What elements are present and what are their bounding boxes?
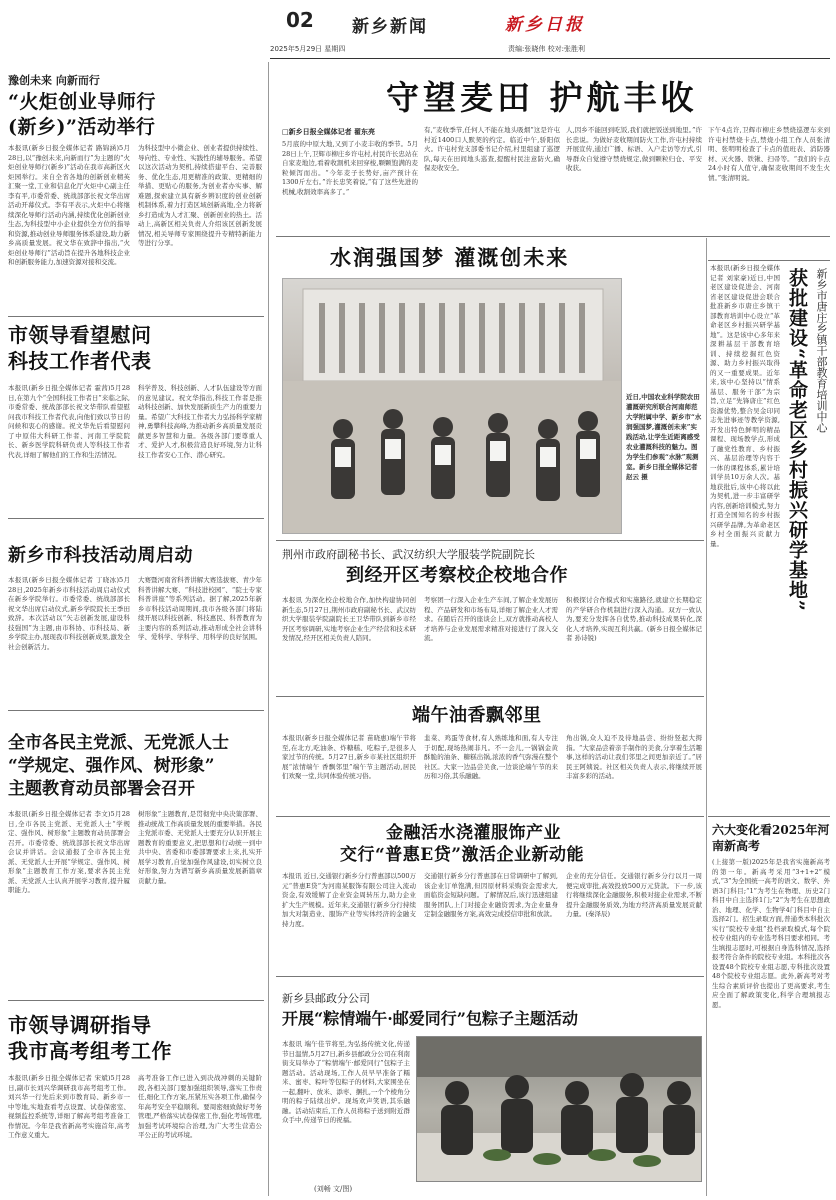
story-headline: 我市高考组考工作 bbox=[8, 1039, 172, 1063]
story-body: 韭菜、鸡蛋等食材,有人熟练地和面,有人专注于切配,现场热闹非凡。不一会儿,一锅锅金黄酥脆的油条、糖糕出锅,浓浓的香气弥漫在整个社区。大家一边品尝美食,一边谈论端午节的来历和习俗,其乐融融。 bbox=[424, 734, 558, 780]
story-body: 5月底的中原大地,又到了小麦丰收的季节。5月28日上午,卫辉市柳庄乡许屯村,村民许长忠站在自家麦地边,看着收割机来回穿梭,颗颗饱满的麦粒倾泻而出。“今年麦子长势好,亩产预计在1300斤左右。”许长忠笑着说,“有了这些先进的机械,收割效率高多了。” bbox=[282, 140, 418, 196]
finance-headline: 金融活水浇灌服饰产业 bbox=[386, 823, 561, 843]
story-body: 高考准备工作已进入到决战冲刺的关键阶段,各相关部门要加强组织领导,落实工作责任,细化工作方案,压紧压实各项工作,确保今年高考安全平稳顺利。要周密细致做好考务管理,严格落实试卷保密工作,强化考场管理,加强考试环境综合治理,为广大考生营造公平公正的考试环境。 bbox=[138, 1074, 262, 1139]
research-base-headline: 获批建设“革命老区乡村振兴研学基地” bbox=[786, 268, 808, 612]
zongzi-photo-art bbox=[417, 1037, 702, 1182]
story-body: 考察团一行深入企业生产车间,了解企业发展历程、产品研发和市场布局,详细了解企业人才需求。在随后召开的座谈会上,双方就推动高校人才培养与企业发展需求精准对接进行了深入交流。 bbox=[424, 596, 558, 642]
header-divider bbox=[270, 58, 830, 59]
story-torch-mentor bbox=[8, 72, 264, 308]
zongzi-photo bbox=[416, 1036, 702, 1182]
page-number: 02 bbox=[286, 8, 314, 32]
section-divider bbox=[276, 976, 704, 977]
story-body: 本报讯(新乡日报全媒体记者 路锦涵)5月28日,以“豫创未来,向新而行”为主题的“火炬创业导师行(新乡)”活动在我市高新区火炬园举行。来自全省各地的创新创业精英汇聚一堂,工业和信息化厅火炬中心副主任李有平,市委常委、统战部部长祝文华出席活动开幕仪式。李有平表示,火炬中心将继续深化导师行活动内涵,持续优化创新创业生态,为科技型中小企业提供全方位的指导和资源,推动创业导师服务体系建设,助力新乡高质量发展。祝文华在致辞中指出,“火炬创业导师行”活动旨在提升各地科技企业和创新服务能力,加速资源对接和交流。 bbox=[8, 144, 130, 266]
wheat-harvest-byline: □新乡日报全媒体记者 翟东亮 bbox=[282, 127, 376, 136]
story-body: 本报讯(新乡日报全媒体记者 霍茜)5月28日,在第九个“全国科技工作者日”来临之际,市委常委、统战部部长祝文华带队看望慰问我市科技工作者代表,向他们致以节日的问候和衷心的感谢。祝文华先后看望慰问了中原伟大科研工作者、河南工学院院长、新乡医学院科研负责人等科技工作者代表,详细了解他们的工作和生活情况。 bbox=[8, 384, 130, 459]
story-headline: 新乡市科技活动周启动 bbox=[8, 545, 193, 566]
story-body: 树形象”主题教育,是贯彻党中央决策部署、推动统战工作高质量发展的重要举措。各民主党派市委、无党派人士要充分认识开展主题教育的重要意义,把思想和行动统一到中共中央、省委和市委部署要求上来,扎实开展学习教育,自觉加强作风建设,切实树立良好形象,努力为谱写新乡高质量发展新篇章贡献力量。 bbox=[138, 810, 262, 885]
story-headline: 全市各民主党派、无党派人士 bbox=[8, 733, 229, 753]
postal-credit: (刘畅 文/图) bbox=[314, 1185, 353, 1193]
story-headline: 科技工作者代表 bbox=[8, 349, 152, 373]
story-headline: “学规定、强作风、树形象” bbox=[8, 756, 215, 776]
story-body: 积极探讨合作模式和实施路径,就建立长期稳定的产学研合作机制进行深入沟通。双方一致认为,要充分发挥各自优势,推动科技成果转化,深化人才培养,实现互利共赢。(新乡日报全媒体记者 孙诗锐) bbox=[566, 596, 702, 642]
story-body: 本报讯(新乡日报全媒体记者 苗晓惠)端午节将至,在北方,吃油条、炸糖糕、吃粽子,是很多人家过节的传统。5月27日,新乡市某社区组织开展“浓情端午 香飘邻里”端午节主题活动,居民们欢聚一堂,共同体验传统习俗。 bbox=[282, 734, 416, 780]
section-divider bbox=[276, 540, 704, 541]
story-body: 企业的充分信任。交通银行新乡分行以月一周便完成审批,高效投放500万元贷款。下一步,该行将继续深化金融服务,积极对接企业需求,不断提升金融服务质效,为地方经济高质量发展贡献力量。(秦泽辰) bbox=[566, 872, 702, 918]
wheat-harvest-title: 守望麦田 护航丰收 bbox=[386, 78, 698, 117]
section-divider bbox=[276, 236, 830, 237]
research-base-kicker: 新乡市唐庄乡镇干部教育培训中心 bbox=[815, 268, 828, 433]
story-body: 大赛暨河南省科普讲解大赛选拔赛、青少年科普讲解大赛、“科技进校园”、“院士专家科普讲座”等系列活动。据了解,2025年新乡市科技活动周期间,我市各级各部门将陆续开展以科技创新、科技惠民、科普教育为主要内容的系列活动,推动形成全社会讲科学、爱科学、学科学、用科学的良好氛围。 bbox=[138, 576, 262, 641]
story-headline: 市领导看望慰问 bbox=[8, 323, 152, 347]
column-divider bbox=[8, 518, 264, 519]
story-body: (上接第一版)2025年是我省实施新高考的第一年。新高考采用“3+1+2”模式,“3”为全国统一高考的语文、数学、外语3门科目;“1”为考生在物理、历史2门科目中自主选择1门;“2”为考生在思想政治、地理、化学、生物学4门科目中自主选择2门。招生录取方面,普通类本科批次实行“院校专业组”投档录取模式,每个院校专业组内的专业选考科目要求相同。考生填报志愿时,可根据自身选科情况,选择报考符合条件的院校专业组。本科批次各设置48个院校专业组志愿,专科批次设置48个院校专业组志愿。此外,新高考对考生综合素质评价也提出了更高要求,考生应全面了解政策变化,科学合理填报志愿。 bbox=[712, 858, 830, 1009]
story-body: 本报讯(新乡日报全媒体记者 宋斌)5月28日,副市长刘兴华调研我市高考组考工作。刘兴华一行先后来到市教育局、新乡市一中等地,实地查看考点设置、试卷保密室、视频监控系统等,详细了解高考组考准备工作情况。今年是我省新高考实施首年,高考工作意义重大。 bbox=[8, 1074, 130, 1139]
irrigation-photo bbox=[282, 278, 622, 534]
story-body: 本报讯(新乡日报全媒体记者 丁晓冰)5月28日,2025年新乡市科技活动周启动仪式在新乡学院举行。市委常委、统战部部长祝文华出席启动仪式,新乡学院院长王季田致辞。本次活动以“矢志创新发展,建设科技强国”为主题,由市科协、市科技局、新乡学院主办,展现我市科技创新成果,激发全社会创新活力。 bbox=[8, 576, 130, 651]
column-divider bbox=[8, 1000, 264, 1001]
oil-fragrance-title: 端午油香飘邻里 bbox=[412, 705, 542, 726]
newspaper-logo: 新乡日报 bbox=[505, 15, 585, 35]
section-divider bbox=[276, 696, 704, 697]
section-title: 新乡新闻 bbox=[352, 17, 428, 37]
story-body: 为科技型中小微企业、创业者提供持续性、导向性、专业性、实践性的辅导服务。希望以这次活动为契机,持续搭建平台、完善服务、优化生态,用更精准的政策、更精细的举措、更贴心的服务,为创业者办实事、解难题,探索建立具有新乡辨识度的创业创新机制体系,着力打造区域创新高地,全力将新乡打造成为人才汇聚、创新创业的热土。活动上,高新区相关负责人介绍该区创新发展情况,相关导师专家围绕提升专精特新能力等进行分享。 bbox=[138, 144, 262, 247]
story-body: 科学普及、科技创新、人才队伍建设等方面的意见建议。祝文华指出,科技工作者是推动科技创新、加快发展新质生产力的重要力量。希望广大科技工作者大力弘扬科学家精神,勇攀科技高峰,为推动新乡高质量发展贡献更多智慧和力量。各级各部门要尊重人才、爱护人才,积极营造良好环境,努力让科技工作者安心工作、潜心研究。 bbox=[138, 384, 262, 459]
vertical-divider bbox=[268, 62, 269, 1196]
column-divider bbox=[8, 710, 264, 711]
story-body: 有,“麦收季节,任何人不能在地头吸烟”这是许屯村近1400口人默契的约定。临近中午,骄阳似火。许屯村党支部委书记介绍,村里组建了巡逻队,每天在田间地头巡查,提醒村民注意防火,确保麦收安全。 bbox=[424, 126, 560, 172]
irrigation-caption: 近日,中国农业科学院农田灌溉研究所联合河南师范大学附属中学、新乡市“水润强国梦,灌溉创未来”实践活动,让学生近距离感受农业灌溉科技的魅力。图为学生们参观“水脉”观测室。新乡日报全媒体记者 赵云 摄 bbox=[626, 393, 702, 481]
story-body: 交通银行新乡分行普惠部在日常调研中了解到,该企业订单饱满,但因原材料采购资金需求大,面临资金短缺问题。了解情况后,该行迅速组建服务团队,上门对接企业融资需求,为企业量身定制金融服务方案,高效完成授信审批和放款。 bbox=[424, 872, 558, 918]
irrigation-photo-art bbox=[283, 279, 622, 534]
editors-line: 责编:张晓伟 校对:张胜利 bbox=[508, 45, 585, 53]
right-mid-divider bbox=[708, 816, 830, 817]
section-divider bbox=[276, 816, 704, 817]
story-party-education bbox=[8, 732, 264, 980]
story-body: 本报讯 近日,交通银行新乡分行普惠部以500万元“普惠E贷”为河南某服饰有限公司注入流动资金,有效缓解了企业资金周转压力,助力企业扩大生产规模。近年来,交通银行新乡分行持续加大对制造业、服饰产业等实体经济的金融支持力度。 bbox=[282, 872, 416, 928]
column-divider bbox=[8, 316, 264, 317]
story-gaokao-inspection bbox=[8, 1012, 264, 1196]
story-sci-visit bbox=[8, 322, 264, 512]
finance-headline: 交行“普惠E贷”激活企业新动能 bbox=[340, 845, 585, 865]
story-body: 本报讯 为深化校企校地合作,加快构建协同创新生态,5月27日,荆州市政府副秘书长、武汉纺织大学服装学院副院长王卫华带队到新乡市经开区考察调研,实地考察企业生产经营和技术研发情况,经开区相关负责人陪同。 bbox=[282, 596, 416, 642]
jingzhou-title: 到经开区考察校企校地合作 bbox=[346, 565, 568, 586]
jingzhou-kicker: 荆州市政府副秘书长、武汉纺织大学服装学院副院长 bbox=[282, 548, 535, 561]
irrigation-title: 水润强国梦 灌溉创未来 bbox=[330, 245, 570, 270]
story-body: 本报讯(新乡日报全媒体记者 李文)5月28日,全市各民主党派、无党派人士“学规定、强作风、树形象”主题教育动员部署会召开。市委常委、统战部部长祝文华出席会议并讲话。会议通报了全市各民主党派、无党派人士开展“学规定、强作风、树形象”主题教育工作方案,要求各民主党派、无党派人士认真开展学习教育,提升履职能力。 bbox=[8, 810, 130, 894]
story-body: 本报讯(新乡日报全媒体记者 刘家豪)近日,中国老区建设促进会、河南省老区建设促进会联合批准新乡市唐庄乡镇干部教育培训中心设立“革命老区乡村振兴研学基地”。这是该中心多年来深耕基层干部教育培训、持续挖掘红色资源、助力乡村振兴取得的又一重要成果。近年来,该中心坚持以“情系基层、服务干部”为宗旨,立足“先锋唐庄”红色资源优势,整合吴金印同志先进事迹等教学资源,开发出特色鲜明的精品课程、现场教学点,形成了融党性教育、乡村振兴、基层治理等内容于一体的课程体系,累计培训学员10万余人次。基地获批后,该中心将以此为契机,进一步丰富研学内容,创新培训模式,努力打造全国知名的乡村振兴研学品牌,为革命老区乡村全面振兴贡献力量。 bbox=[710, 264, 780, 548]
gaokao-changes-title: 六大变化看2025年河南新高考 bbox=[712, 823, 830, 853]
vertical-divider bbox=[706, 238, 707, 1196]
story-headline: (新乡)”活动举行 bbox=[8, 116, 156, 138]
story-body: 人,因乡不能回到吃饭,我们就把饭送到地里。”许长忠说。为做好麦收期间防火工作,许屯村持续开展宣传,通过广播、标语、入户走访等方式,引导群众自觉遵守禁烧规定,做到颗粒归仓、平安收获。 bbox=[566, 126, 702, 172]
story-body: 角出锅,众人迫不及待地品尝、纷纷竖起大拇指。“大家品尝着亲手制作的美食,分享着生活趣事,这样的活动让我们邻里之间更加亲近了。”居民王阿姨说。社区相关负责人表示,将继续开展丰富多彩的活动。 bbox=[566, 734, 702, 780]
postal-title: 开展“粽情端午·邮爱同行”包粽子主题活动 bbox=[282, 1009, 578, 1028]
story-body: 本报讯 端午佳节将至,为弘扬传统文化,传递节日温情,5月27日,新乡县邮政分公司在利南街支局举办了“粽情端午·邮爱同行”包粽子主题活动。活动现场,工作人员早早准备了糯米、蜜枣、粽叶等包粽子的材料,大家围坐在一起,翻叶、放米、添枣、捆扎,一个个棱角分明的粽子陆续出炉。现场欢声笑语,其乐融融。活动结束后,工作人员将粽子送到附近群众手中,传递节日的祝福。 bbox=[282, 1040, 410, 1124]
postal-kicker: 新乡县邮政分公司 bbox=[282, 992, 370, 1005]
story-headline: 主题教育动员部署会召开 bbox=[8, 779, 195, 799]
story-headline: “火炬创业导师行 bbox=[8, 91, 156, 113]
story-sci-week bbox=[8, 544, 264, 704]
story-kicker: 豫创未来 向新而行 bbox=[8, 74, 100, 87]
story-body: 下午4点许,卫辉市柳庄乡禁烧巡逻车来到许屯村禁烧卡点,禁烧小组工作人员张清明、张明明检查了卡点的值班表、消防器材、灭火器、铁锹、扫帚等。“我们的卡点24小时有人值守,确保麦收期间不发生火情。”张清明说。 bbox=[708, 126, 830, 182]
right-top-divider bbox=[708, 260, 830, 261]
page-date: 2025年5月29日 星期四 bbox=[270, 45, 346, 53]
story-headline: 市领导调研指导 bbox=[8, 1013, 152, 1037]
